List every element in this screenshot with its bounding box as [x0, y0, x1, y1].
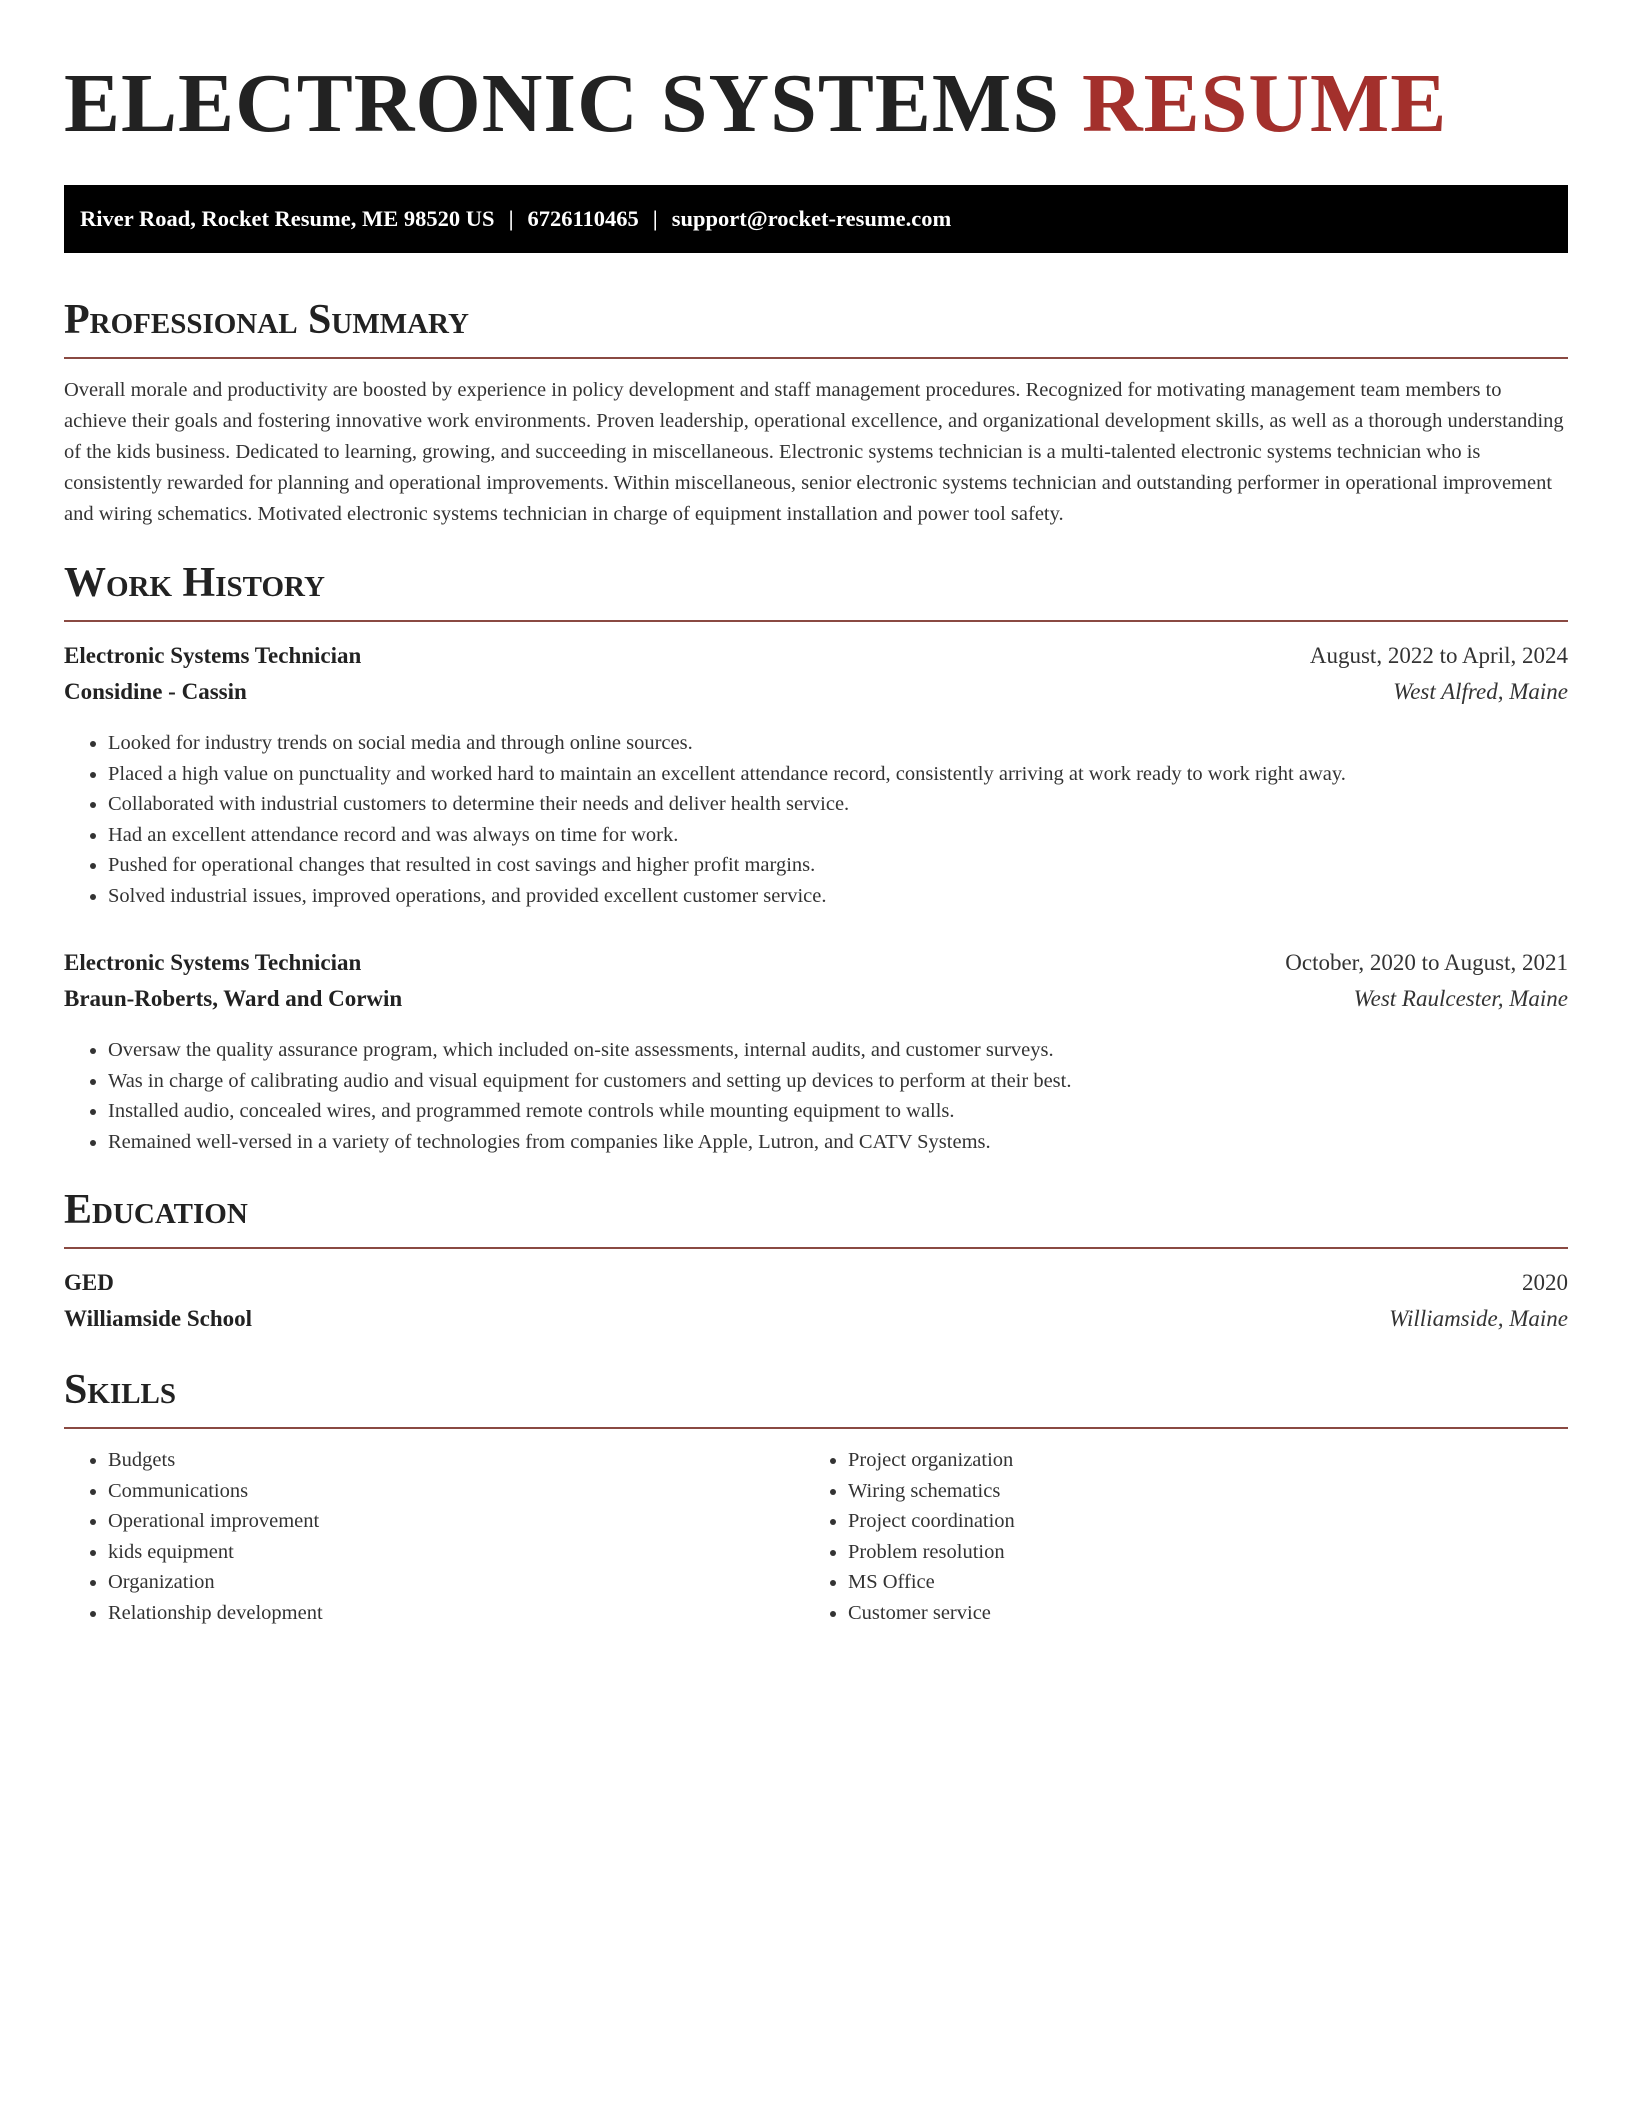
- skill-item: • Problem resolution: [848, 1537, 1568, 1568]
- contact-bar: [64, 185, 1568, 253]
- skill-item: • MS Office: [848, 1567, 1568, 1598]
- skill-item: • Relationship development: [108, 1598, 804, 1629]
- job-header-row: [64, 945, 1568, 981]
- contact-separator: |: [508, 206, 514, 231]
- job-company-row: [64, 981, 1568, 1017]
- skill-item: • kids equipment: [108, 1537, 804, 1568]
- job-location: West Alfred, Maine: [1393, 679, 1568, 704]
- job-duty-item: • Pushed for operational changes that resulted in cost savings and higher profit margins.: [108, 850, 1568, 881]
- skills-section: [64, 1367, 1568, 1628]
- education-school: Williamside School: [64, 1306, 253, 1331]
- job-header-row: [64, 638, 1568, 674]
- skill-item: • Customer service: [848, 1598, 1568, 1629]
- job-duty-item: • Looked for industry trends on social media and through online sources.: [108, 728, 1568, 759]
- education-school-row: [64, 1301, 1568, 1337]
- professional-summary-heading: Professional Summary: [64, 297, 1568, 359]
- skills-list-right: [804, 1445, 1568, 1628]
- education-section: [64, 1187, 1568, 1337]
- skill-item: • Budgets: [108, 1445, 804, 1476]
- skill-item: • Organization: [108, 1567, 804, 1598]
- job-title: Electronic Systems Technician: [64, 950, 362, 975]
- resume-title: [64, 56, 1568, 152]
- job-duty-item: • Had an excellent attendance record and was always on time for work.: [108, 820, 1568, 851]
- skill-item: • Operational improvement: [108, 1506, 804, 1537]
- contact-email: support@rocket-resume.com: [671, 206, 952, 231]
- job-duty-item: • Placed a high value on punctuality and worked hard to maintain an excellent attendance record, consistently arriving at work ready to work right away.: [108, 759, 1568, 790]
- skill-item: • Project coordination: [848, 1506, 1568, 1537]
- job-title: Electronic Systems Technician: [64, 643, 362, 668]
- work-history-section: [64, 560, 1568, 1157]
- resume-title-accent: RESUME: [1081, 57, 1448, 150]
- education-degree: GED: [64, 1270, 114, 1295]
- education-location: Williamside, Maine: [1389, 1306, 1568, 1331]
- job-location: West Raulcester, Maine: [1353, 986, 1568, 1011]
- job-dates: October, 2020 to August, 2021: [1285, 950, 1568, 975]
- job-duties-list: [64, 1035, 1568, 1157]
- job-company: Braun-Roberts, Ward and Corwin: [64, 986, 403, 1011]
- contact-phone: 6726110465: [527, 206, 639, 231]
- resume-title-main: ELECTRONIC SYSTEMS: [64, 57, 1060, 150]
- education-year: 2020: [1522, 1270, 1568, 1295]
- professional-summary-text: Overall morale and productivity are boosted by experience in policy development and staff management procedures. Recognized for motivating management team members to achieve their goals and fostering innovative work environments. Proven leadership, operational excellence, and organizational development skills, as well as a thorough understanding of the kids business. Dedicated to learning, growing, and succeeding in miscellaneous. Electronic systems technician is a multi-talented electronic systems technician who is consistently rewarded for planning and operational improvements. Within miscellaneous, senior electronic systems technician and outstanding performer in operational improvement and wiring schematics. Motivated electronic systems technician in charge of equipment installation and power tool safety.: [64, 379, 1564, 525]
- skill-item: • Communications: [108, 1476, 804, 1507]
- contact-separator: |: [652, 206, 658, 231]
- job-entry: [64, 945, 1568, 1157]
- job-entry: [64, 638, 1568, 911]
- job-duty-item: • Solved industrial issues, improved operations, and provided excellent customer service.: [108, 881, 1568, 912]
- job-dates: August, 2022 to April, 2024: [1309, 643, 1568, 668]
- job-company: Considine - Cassin: [64, 679, 247, 704]
- skill-item: • Wiring schematics: [848, 1476, 1568, 1507]
- job-duty-item: • Remained well-versed in a variety of technologies from companies like Apple, Lutron, and CATV Systems.: [108, 1127, 1568, 1158]
- skills-columns: [64, 1445, 1568, 1628]
- education-heading: Education: [64, 1187, 1568, 1249]
- skills-heading: Skills: [64, 1367, 1568, 1429]
- skill-item: • Project organization: [848, 1445, 1568, 1476]
- education-degree-row: [64, 1265, 1568, 1301]
- job-duty-item: • Was in charge of calibrating audio and visual equipment for customers and setting up devices to perform at their best.: [108, 1066, 1568, 1097]
- job-duty-item: • Oversaw the quality assurance program, which included on-site assessments, internal audits, and customer surveys.: [108, 1035, 1568, 1066]
- education-entry: [64, 1265, 1568, 1337]
- professional-summary-section: [64, 297, 1568, 530]
- skills-list-left: [64, 1445, 804, 1628]
- work-history-heading: Work History: [64, 560, 1568, 622]
- job-company-row: [64, 674, 1568, 710]
- job-duty-item: • Installed audio, concealed wires, and programmed remote controls while mounting equipment to walls.: [108, 1096, 1568, 1127]
- job-duty-item: • Collaborated with industrial customers to determine their needs and deliver health service.: [108, 789, 1568, 820]
- contact-address: River Road, Rocket Resume, ME 98520 US: [80, 206, 495, 231]
- job-duties-list: [64, 728, 1568, 911]
